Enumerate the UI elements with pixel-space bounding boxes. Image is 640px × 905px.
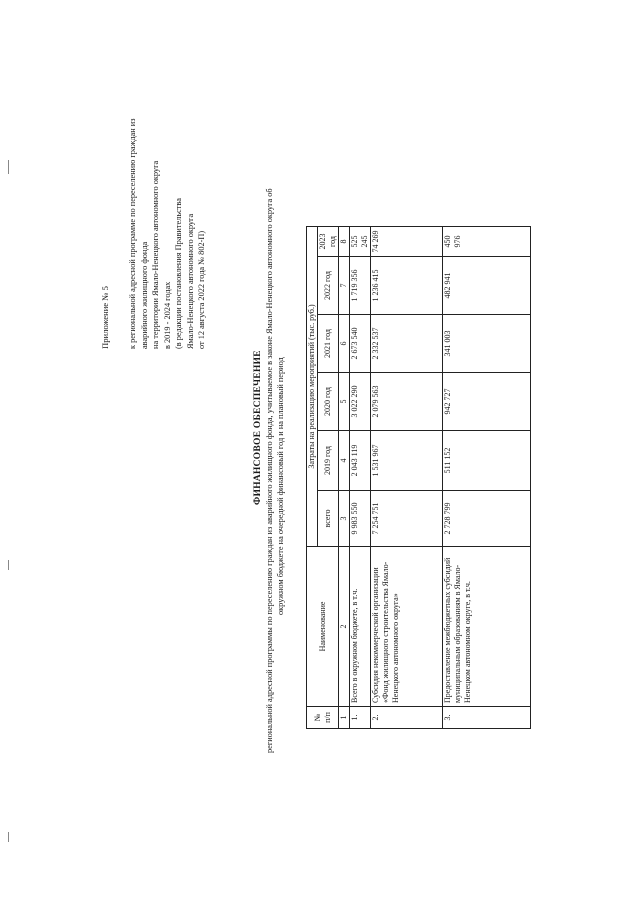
row-value: 2 332 537	[371, 315, 443, 373]
document-subtitle-1: региональной адресной программы по переселению граждан из аварийного жилищного фонда, учитываемое в законе Ямало-Ненецкого автономного округа об	[265, 188, 274, 753]
appendix-line: от 12 августа 2022 года № 802-П)	[197, 230, 206, 349]
row-value: 1 236 415	[371, 257, 443, 315]
index-cell: 2	[339, 547, 350, 707]
index-cell: 3	[339, 491, 350, 547]
row-value: 9 983 550	[350, 491, 371, 547]
row-value: 2 079 563	[371, 373, 443, 431]
table-row	[371, 227, 443, 729]
table-row	[443, 227, 531, 729]
appendix-line: на территории Ямало-Ненецкого автономного округа	[151, 160, 160, 349]
row-value: 2 728 799	[443, 491, 531, 547]
row-no: 3.	[443, 707, 531, 729]
header-total: всего	[318, 491, 339, 547]
table-row	[350, 227, 371, 729]
scan-mark	[8, 832, 9, 842]
index-cell: 1	[339, 707, 350, 729]
row-value: 1 719 356	[350, 257, 371, 315]
row-value: 2 043 119	[350, 431, 371, 491]
header-year: 2023 год	[318, 227, 339, 257]
header-name: Наименование	[307, 547, 339, 707]
document-title: ФИНАНСОВОЕ ОБЕСПЕЧЕНИЕ	[252, 350, 263, 505]
appendix-line: (в редакции постановления Правительства	[174, 198, 183, 349]
row-value: 341 003	[443, 315, 531, 373]
header-year: 2019 год	[318, 431, 339, 491]
index-cell: 6	[339, 315, 350, 373]
appendix-line: к региональной адресной программе по переселению граждан из	[128, 118, 137, 349]
row-value: 74 269	[371, 227, 443, 257]
appendix-line: в 2019 - 2024 годах	[162, 281, 172, 349]
row-value: 525 245	[350, 227, 371, 257]
appendix-title: Приложение № 5	[100, 286, 110, 349]
index-row	[339, 227, 350, 729]
row-name: Всего в окружном бюджете, в т.ч.	[350, 547, 371, 707]
appendix-line: аварийного жилищного фонда	[139, 241, 149, 349]
scan-mark	[8, 160, 9, 174]
header-costs: Затраты на реализацию мероприятий (тыс. руб.)	[307, 227, 318, 547]
row-value: 3 022 290	[350, 373, 371, 431]
index-cell: 4	[339, 431, 350, 491]
appendix-line: Ямало-Ненецкого автономного округа	[185, 213, 195, 349]
index-cell: 5	[339, 373, 350, 431]
scan-mark	[8, 560, 9, 570]
row-value: 2 673 540	[350, 315, 371, 373]
header-year: 2021 год	[318, 315, 339, 373]
row-name: Субсидия некоммерческой организации «Фонд жилищного строительства Ямало-Ненецкого автономного округа»	[371, 547, 443, 707]
header-year: 2020 год	[318, 373, 339, 431]
row-name: Предоставление межбюджетных субсидий муниципальным образованиям в Ямало-Ненецком автономном округе, в т.ч.	[443, 547, 531, 707]
finance-table	[306, 226, 531, 729]
row-value: 7 254 751	[371, 491, 443, 547]
index-cell: 7	[339, 257, 350, 315]
row-no: 2.	[371, 707, 443, 729]
header-no: № п/п	[307, 707, 339, 729]
row-value: 450 976	[443, 227, 531, 257]
document-subtitle-2: окружном бюджете на очередной финансовый год и на плановый период	[276, 357, 285, 615]
row-value: 482 941	[443, 257, 531, 315]
index-cell: 8	[339, 227, 350, 257]
row-value: 511 152	[443, 431, 531, 491]
header-year: 2022 год	[318, 257, 339, 315]
row-value: 942 727	[443, 373, 531, 431]
row-no: 1.	[350, 707, 371, 729]
row-value: 1 531 967	[371, 431, 443, 491]
